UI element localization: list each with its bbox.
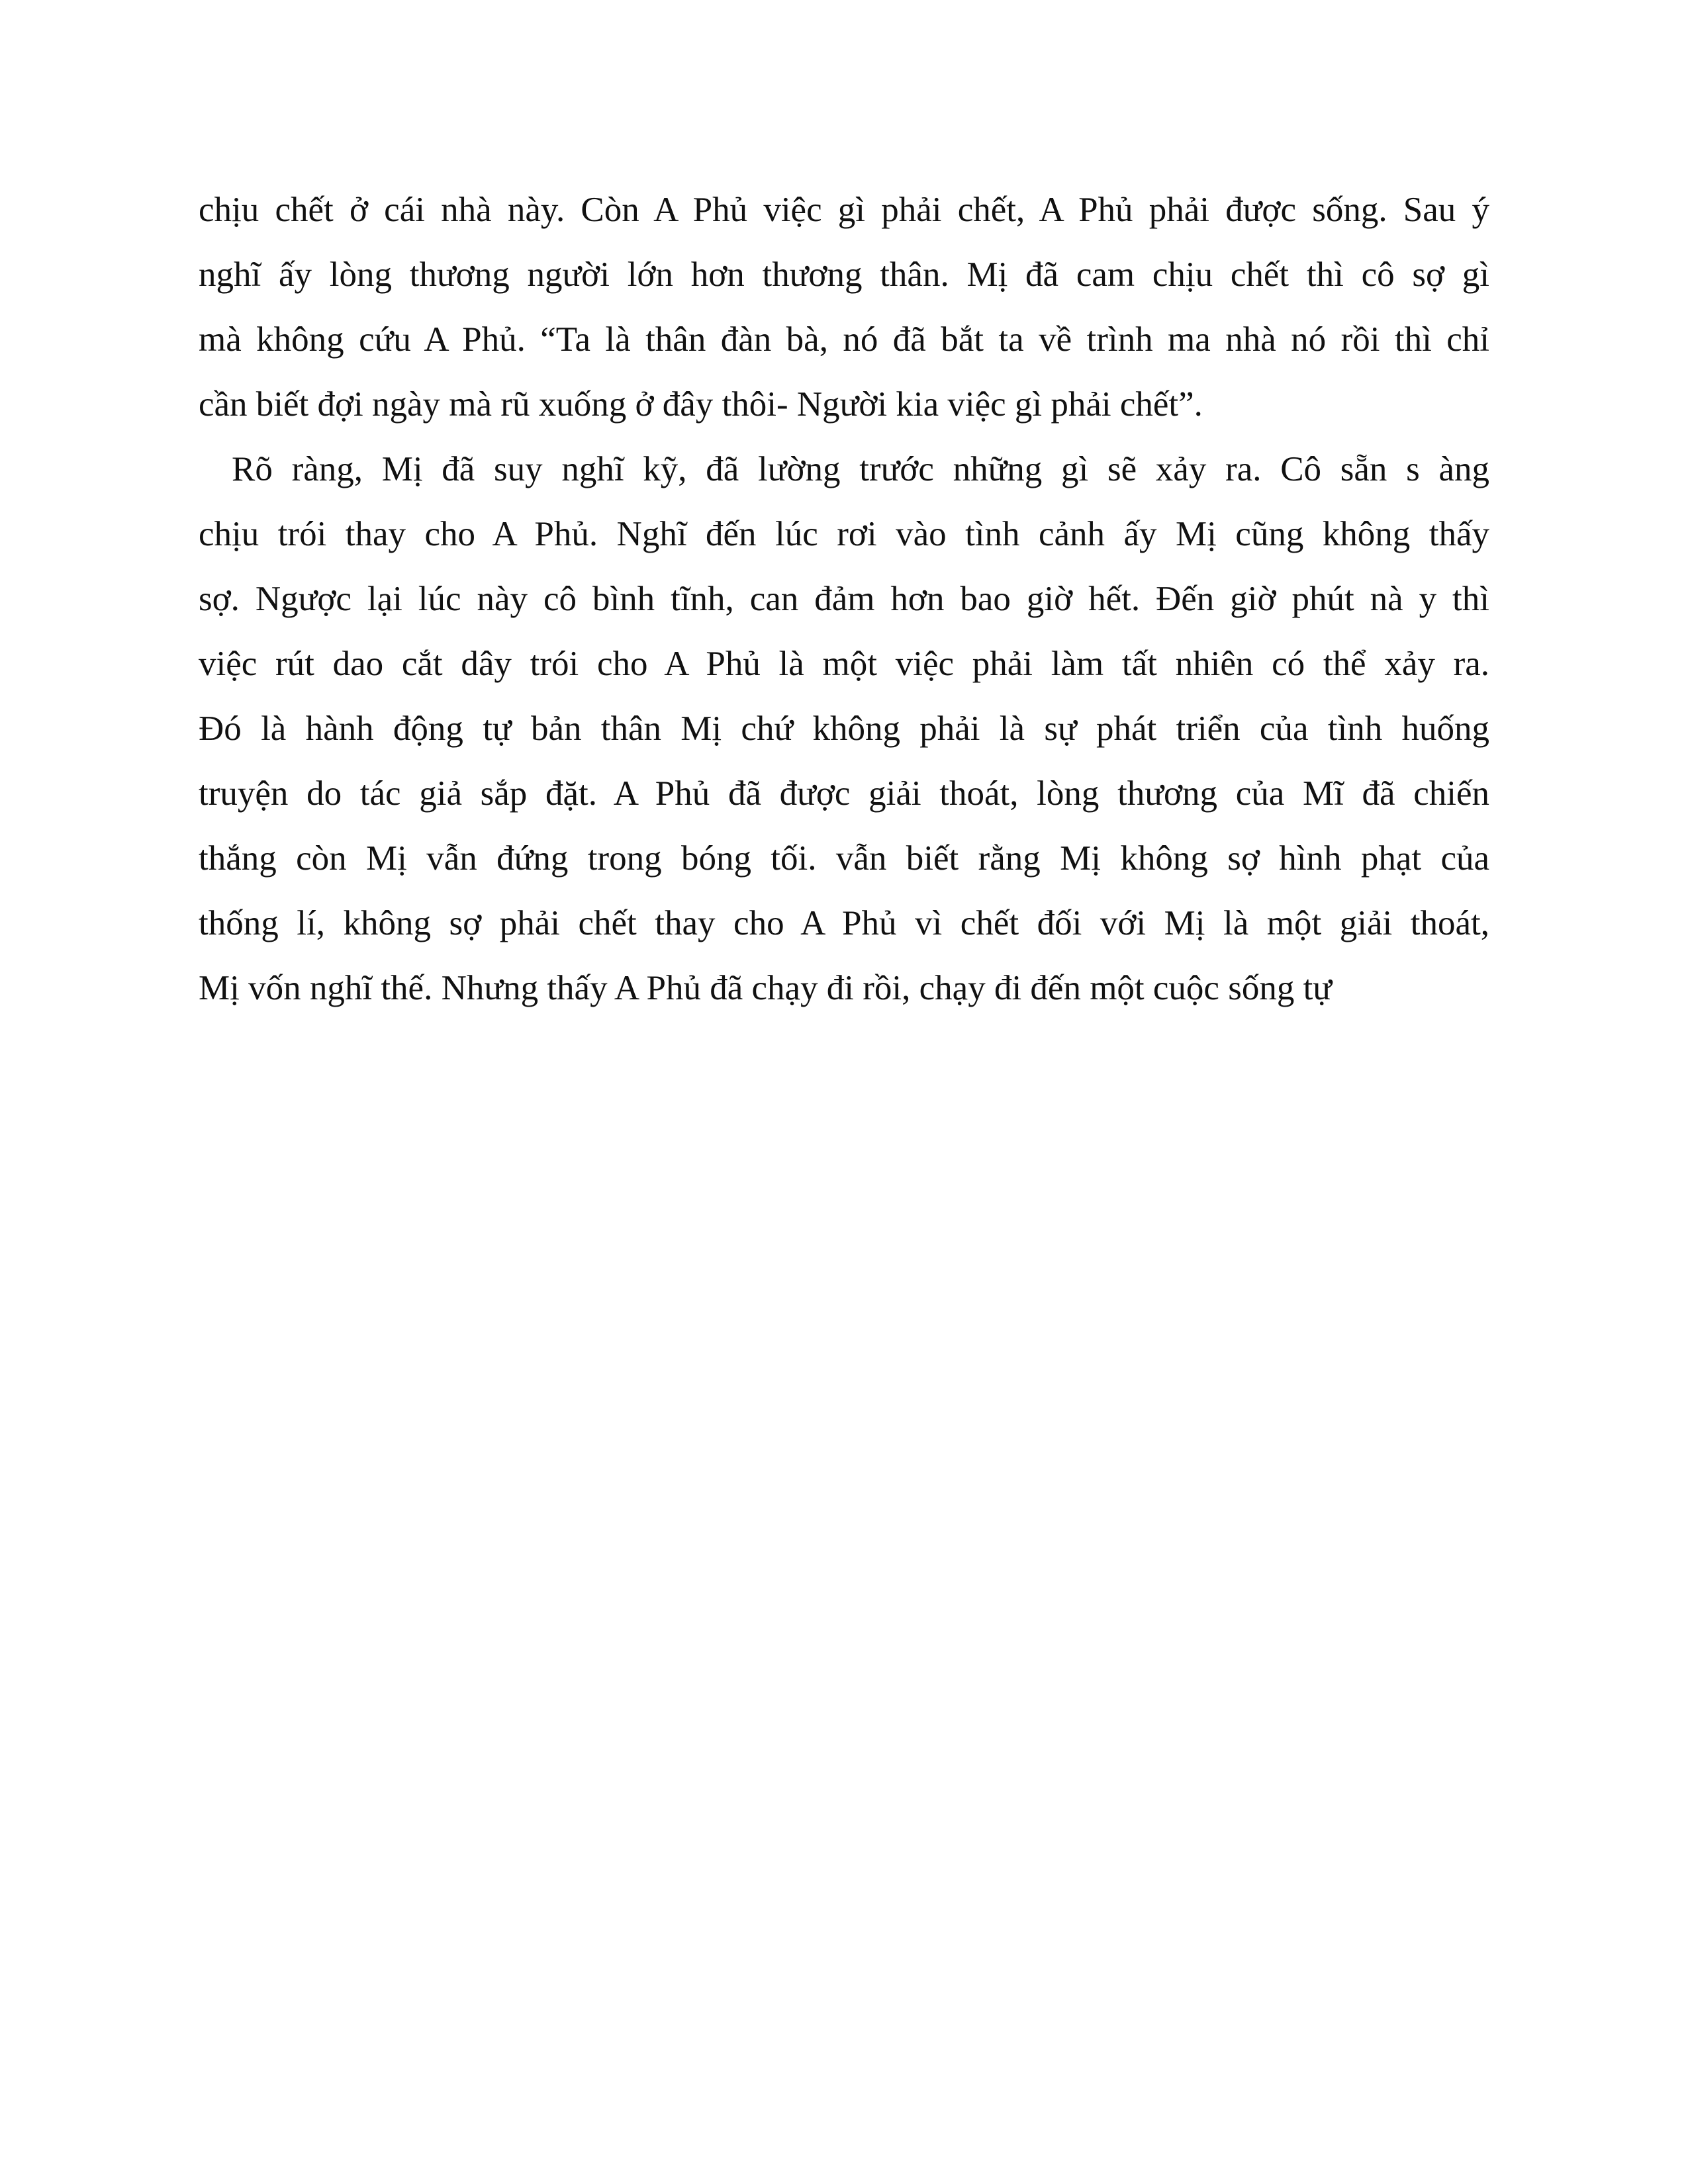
text-line: chịu chết ở cái nhà này. Còn A Phủ việc gì phải chết, A Phủ phải được sống. Sau ý	[199, 191, 1489, 229]
text-line: Mị vốn nghĩ thế. Nhưng thấy A Phủ đã chạy đi rồi, chạy đi đến một cuộc sống tự	[199, 969, 1333, 1007]
text-line: nghĩ ấy lòng thương người lớn hơn thương thân. Mị đã cam chịu chết thì cô sợ gì	[199, 255, 1489, 294]
text-line: việc rút dao cắt dây trói cho A Phủ là một việc phải làm tất nhiên có thể xảy ra.	[199, 645, 1489, 683]
text-line: Rõ ràng, Mị đã suy nghĩ kỹ, đã lường trước những gì sẽ xảy ra. Cô sẵn s àng	[232, 450, 1489, 488]
text-line: truyện do tác giả sắp đặt. A Phủ đã được giải thoát, lòng thương của Mĩ đã chiến	[199, 774, 1489, 813]
body-text	[199, 177, 1489, 1021]
text-line: thống lí, không sợ phải chết thay cho A Phủ vì chết đối với Mị là một giải thoát,	[199, 904, 1489, 942]
text-line: sợ. Ngược lại lúc này cô bình tĩnh, can đảm hơn bao giờ hết. Đến giờ phút nà y thì	[199, 580, 1489, 618]
text-line: cần biết đợi ngày mà rũ xuống ở đây thôi- Người kia việc gì phải chết”.	[199, 385, 1203, 424]
text-line: mà không cứu A Phủ. “Ta là thân đàn bà, nó đã bắt ta về trình ma nhà nó rồi thì chỉ	[199, 320, 1489, 359]
paragraph	[199, 437, 1489, 1021]
text-line: chịu trói thay cho A Phủ. Nghĩ đến lúc rơi vào tình cảnh ấy Mị cũng không thấy	[199, 515, 1489, 553]
text-line: Đó là hành động tự bản thân Mị chứ không phải là sự phát triển của tình huống	[199, 709, 1489, 748]
paragraph	[199, 177, 1489, 437]
text-line: thắng còn Mị vẫn đứng trong bóng tối. vẫn biết rằng Mị không sợ hình phạt của	[199, 839, 1489, 878]
